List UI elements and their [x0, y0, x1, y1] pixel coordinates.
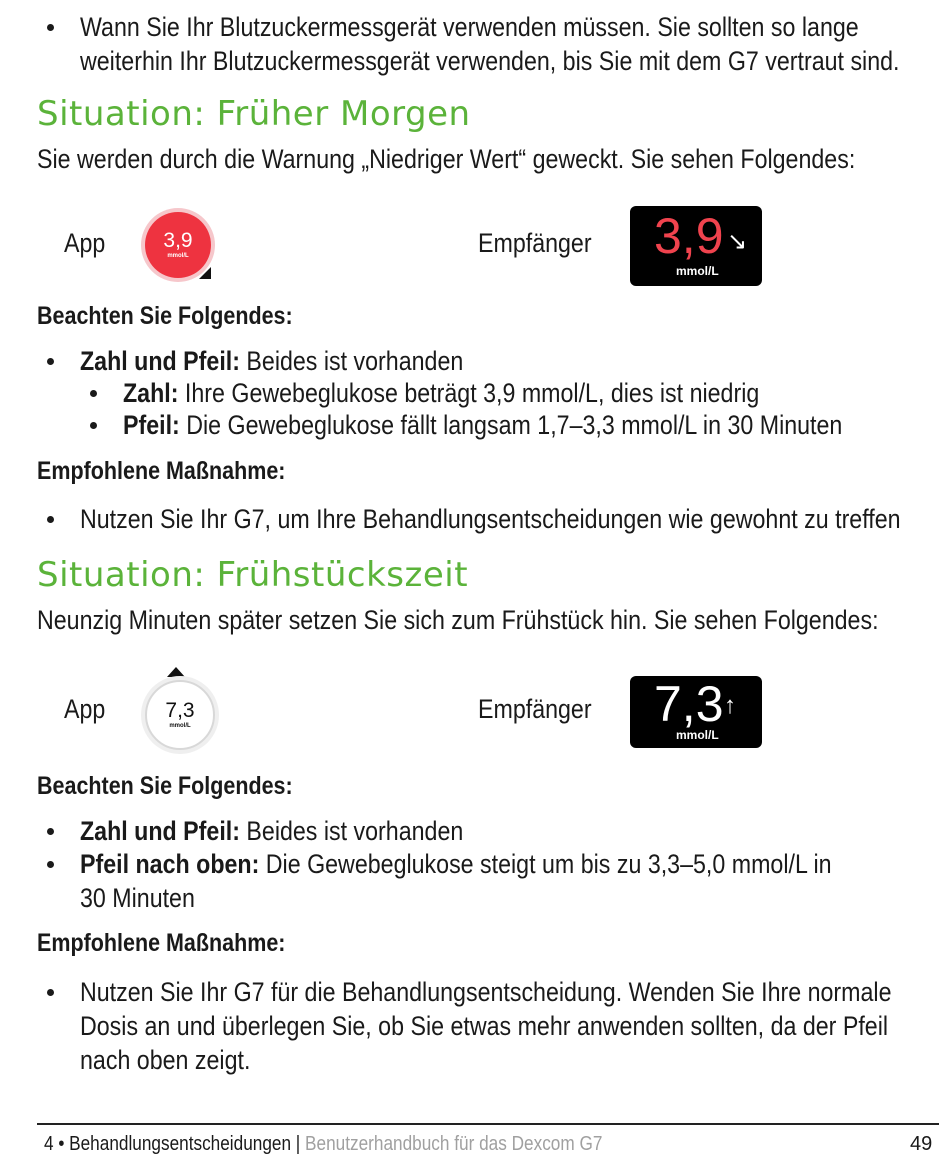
trend-arrow-down-right-icon [199, 267, 211, 279]
bullet-dot [47, 828, 54, 835]
note-bold: Pfeil nach oben: [80, 849, 260, 879]
app-glucose-value: 7,3 [165, 699, 195, 722]
receiver-glucose-unit: mmol/L [676, 264, 719, 278]
action-line3: nach oben zeigt. [80, 1045, 251, 1075]
note-bold: Zahl und Pfeil: [80, 816, 240, 846]
app-glucose-unit: mmol/L [167, 253, 189, 259]
situation1-title: Situation: Früher Morgen [37, 94, 471, 134]
situation2-note-2 [80, 847, 950, 915]
bullet-dot [90, 422, 97, 429]
note-text: Die Gewebeglukose fällt langsam 1,7–3,3 mmol/L in 30 Minuten [179, 410, 843, 440]
note-text-line2: 30 Minuten [80, 883, 195, 913]
note-bold: Pfeil: [123, 410, 180, 440]
situation1-intro: Sie werden durch die Warnung „Niedriger Wert“ geweckt. Sie sehen Folgendes: [37, 144, 856, 174]
situation2-note-1 [80, 814, 526, 848]
situation1-app-label: App [64, 228, 106, 258]
action-text: Nutzen Sie Ihr G7, um Ihre Behandlungsentscheidungen wie gewohnt zu treffen [80, 504, 901, 534]
situation2-receiver-display [630, 676, 762, 748]
page-number: 49 [910, 1133, 933, 1155]
situation2-action [80, 975, 950, 1077]
situation1-receiver-display [630, 206, 762, 286]
situation2-title: Situation: Frühstückszeit [37, 555, 469, 595]
bullet-dot [47, 516, 54, 523]
receiver-glucose-unit: mmol/L [676, 728, 719, 742]
app-glucose-value: 3,9 [163, 229, 193, 252]
footer-manual-title: Benutzerhandbuch für das Dexcom G7 [300, 1133, 603, 1155]
footer-chapter: 4 • Behandlungsentscheidungen | [44, 1133, 301, 1155]
action-line2: Dosis an und überlegen Sie, ob Sie etwas mehr anwenden sollten, da der Pfeil [80, 1011, 889, 1041]
situation1-note-1 [80, 344, 526, 378]
top-bullet-line1: Wann Sie Ihr Blutzuckermessgerät verwenden müssen. Sie sollten so lange [80, 12, 859, 42]
note-text: Beides ist vorhanden [239, 816, 464, 846]
bullet-dot [47, 24, 54, 31]
receiver-glucose-value: 3,9 [654, 208, 724, 264]
top-bullet [80, 10, 950, 78]
note-text: Beides ist vorhanden [239, 346, 464, 376]
receiver-glucose-value: 7,3 [654, 676, 724, 732]
situation2-action-heading: Empfohlene Maßnahme: [37, 929, 286, 957]
app-glucose-unit: mmol/L [169, 723, 191, 729]
top-bullet-line2: weiterhin Ihr Blutzuckermessgerät verwenden, bis Sie mit dem G7 vertraut sind. [80, 46, 900, 76]
note-text: Die Gewebeglukose steigt um bis zu 3,3–5,0 mmol/L in [259, 849, 832, 879]
situation2-intro: Neunzig Minuten später setzen Sie sich zum Frühstück hin. Sie sehen Folgendes: [37, 605, 879, 635]
footer-text [44, 1132, 602, 1156]
note-bold: Zahl und Pfeil: [80, 346, 240, 376]
note-bold: Zahl: [123, 378, 179, 408]
bullet-dot [47, 989, 54, 996]
situation1-note-2 [123, 376, 863, 410]
trend-arrow-up-icon [167, 667, 185, 677]
situation1-note-3 [123, 408, 950, 442]
situation2-note-heading: Beachten Sie Folgendes: [37, 772, 293, 800]
situation1-receiver-label: Empfänger [478, 228, 592, 258]
bullet-dot [90, 390, 97, 397]
footer-rule [37, 1123, 939, 1125]
situation1-note-heading: Beachten Sie Folgendes: [37, 302, 293, 330]
trend-arrow-down-right-icon: ↘ [727, 228, 748, 255]
situation2-app-label: App [64, 694, 106, 724]
situation1-action-heading: Empfohlene Maßnahme: [37, 457, 286, 485]
bullet-dot [47, 358, 54, 365]
bullet-dot [47, 861, 54, 868]
situation2-app-glucose [145, 680, 215, 750]
situation2-receiver-label: Empfänger [478, 694, 592, 724]
trend-arrow-up-icon: ↑ [724, 692, 736, 719]
action-line1: Nutzen Sie Ihr G7 für die Behandlungsentscheidung. Wenden Sie Ihre normale [80, 977, 892, 1007]
situation1-action [80, 502, 950, 536]
note-text: Ihre Gewebeglukose beträgt 3,9 mmol/L, dies ist niedrig [178, 378, 760, 408]
